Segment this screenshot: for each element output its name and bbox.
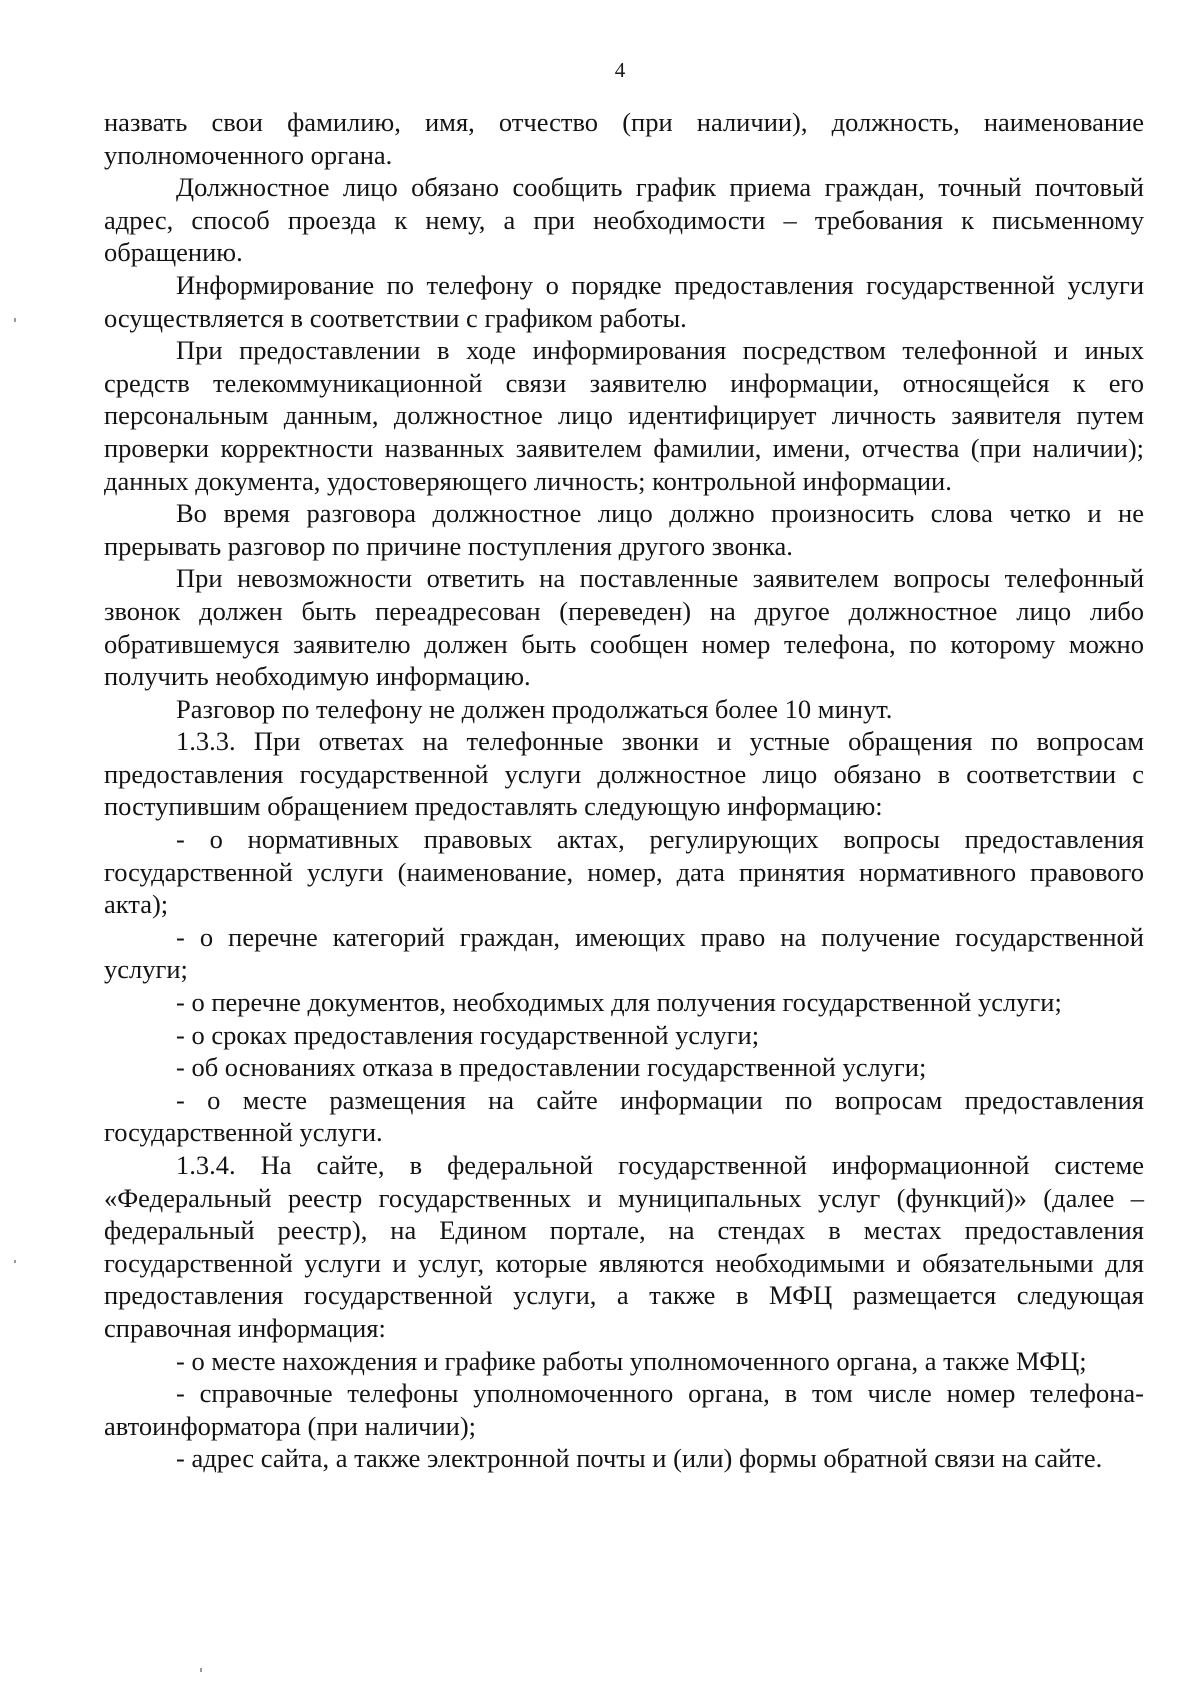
scan-artifact	[14, 1260, 16, 1263]
page-number: 4	[614, 58, 626, 82]
paragraph-6: При невозможности ответить на поставленные заявителем вопросы телефонный звонок должен быть переадресован (переведен) на другое должностное лицо либо обратившемуся заявителю должен быть сообщен номер телефона, по которому можно получить необходимую информацию.	[104, 563, 1144, 692]
list-item: - справочные телефоны уполномоченного органа, в том числе номер телефона-автоинформатора (при наличии);	[104, 1378, 1144, 1441]
paragraph-5: Во время разговора должностное лицо должно произносить слова четко и не прерывать разговор по причине поступления другого звонка.	[104, 498, 1144, 561]
scan-artifact	[200, 1668, 202, 1672]
list-item: - о месте нахождения и графике работы уполномоченного органа, а также МФЦ;	[176, 1345, 1087, 1376]
scan-artifact	[14, 318, 16, 322]
paragraph-8: 1.3.3. При ответах на телефонные звонки и устные обращения по вопросам предоставления государственной услуги должностное лицо обязано в соответствии с поступившим обращением предоставлять следующую информацию:	[104, 726, 1144, 822]
list-item: - адрес сайта, а также электронной почты и (или) формы обратной связи на сайте.	[176, 1443, 1103, 1474]
list-item: - о перечне документов, необходимых для получения государственной услуги;	[176, 987, 1062, 1018]
paragraph-4: При предоставлении в ходе информирования посредством телефонной и иных средств телекоммуникационной связи заявителю информации, относящейся к его персональным данным, должностное лицо идентифицирует личность заявителя путем проверки корректности названных заявителем фамилии, имени, отчества (при наличии); данных документа, удостоверяющего личность; контрольной информации.	[104, 335, 1144, 496]
paragraph-2: Должностное лицо обязано сообщить график приема граждан, точный почтовый адрес, способ проезда к нему, а при необходимости – требования к письменному обращению.	[104, 172, 1144, 268]
paragraph-3: Информирование по телефону о порядке предоставления государственной услуги осуществляется в соответствии с графиком работы.	[104, 269, 1144, 333]
list-item: - о сроках предоставления государственной услуги;	[176, 1019, 760, 1050]
list-item: - о перечне категорий граждан, имеющих право на получение государственной услуги;	[104, 921, 1144, 985]
paragraph-9: 1.3.4. На сайте, в федеральной государственной информационной системе «Федеральный реестр государственных и муниципальных услуг (функций)» (далее – федеральный реестр), на Едином портале, на стендах в местах предоставления государственной услуги и услуг, которые являются необходимыми и обязательными для предоставления государственной услуги, а также в МФЦ размещается следующая справочная информация:	[104, 1150, 1144, 1343]
document-body	[104, 106, 1144, 1475]
list-item: - об основаниях отказа в предоставлении государственной услуги;	[176, 1052, 927, 1083]
paragraph-1: назвать свои фамилию, имя, отчество (при наличии), должность, наименование уполномоченного органа.	[104, 107, 1144, 170]
list-item: - о месте размещения на сайте информации по вопросам предоставления государственной услуги.	[104, 1084, 1144, 1148]
list-item: - о нормативных правовых актах, регулирующих вопросы предоставления государственной услуги (наименование, номер, дата принятия нормативного правового акта);	[104, 824, 1144, 920]
paragraph-7: Разговор по телефону не должен продолжаться более 10 минут.	[176, 693, 893, 724]
